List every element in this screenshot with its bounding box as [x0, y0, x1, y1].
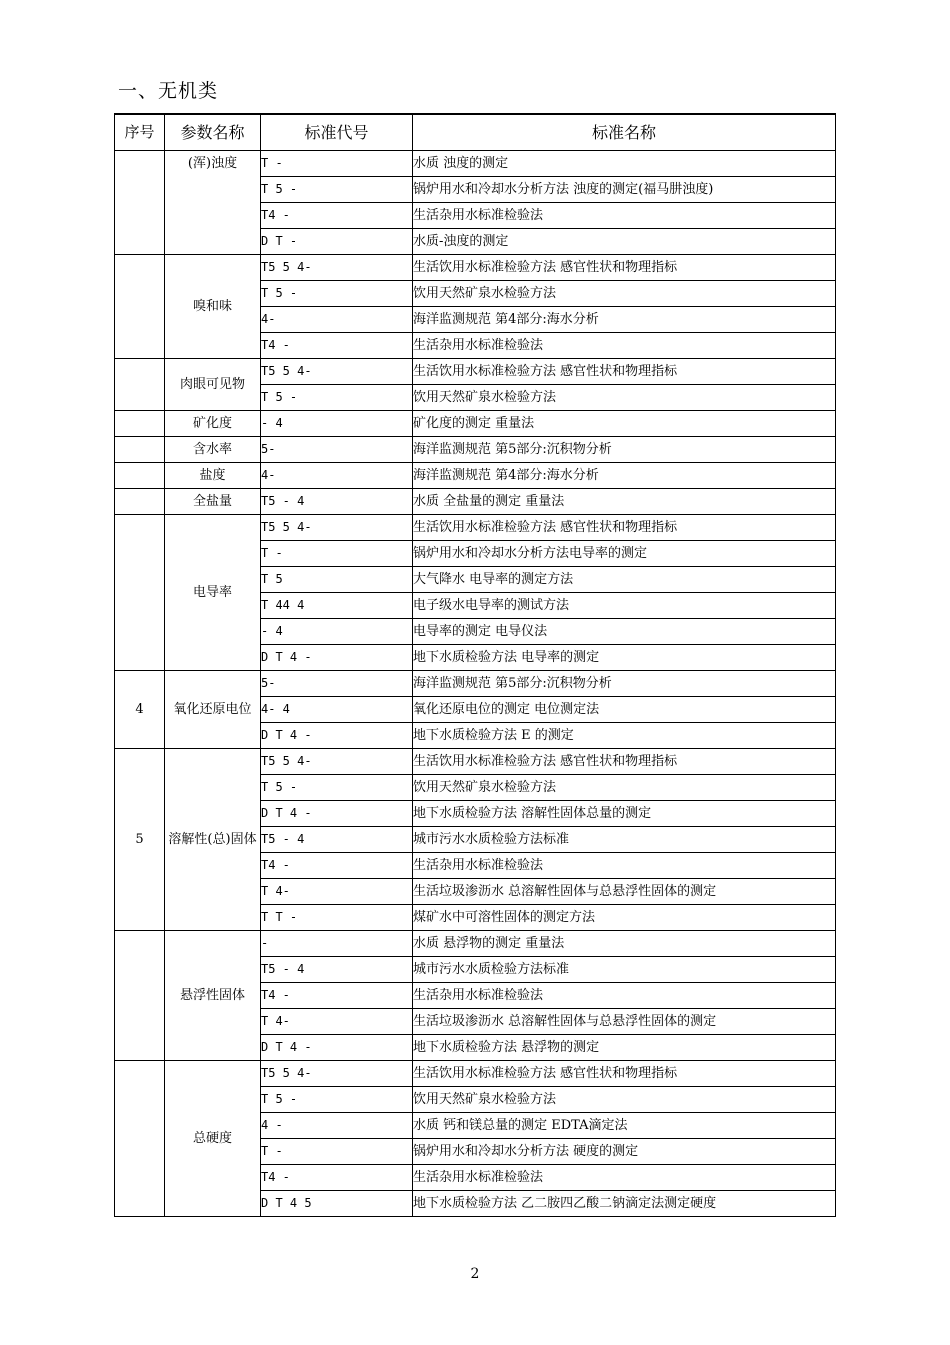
standard-code-cell: T4 -	[261, 983, 413, 1009]
table-row	[115, 671, 836, 697]
standard-code-cell: - 4	[261, 411, 413, 437]
param-name-cell: 溶解性(总)固体	[165, 749, 261, 931]
seq-cell: 5	[115, 749, 165, 931]
seq-cell	[115, 1061, 165, 1217]
table-row	[115, 151, 836, 177]
standard-code-cell: T 4-	[261, 1009, 413, 1035]
standard-code-cell: T 5 -	[261, 385, 413, 411]
param-name-cell: 含水率	[165, 437, 261, 463]
table-row	[115, 437, 836, 463]
standard-name-cell: 煤矿水中可溶性固体的测定方法	[413, 905, 836, 931]
standard-name-cell: 饮用天然矿泉水检验方法	[413, 1087, 836, 1113]
standard-name-cell: 水质-浊度的测定	[413, 229, 836, 255]
seq-cell	[115, 931, 165, 1061]
standard-name-cell: 电子级水电导率的测试方法	[413, 593, 836, 619]
standard-code-cell: T5 5 4-	[261, 359, 413, 385]
standard-name-cell: 饮用天然矿泉水检验方法	[413, 775, 836, 801]
standard-code-cell: T 5 -	[261, 775, 413, 801]
standard-code-cell: T5 - 4	[261, 489, 413, 515]
standard-name-cell: 水质 浊度的测定	[413, 151, 836, 177]
standard-code-cell: T -	[261, 151, 413, 177]
standard-code-cell: T T -	[261, 905, 413, 931]
standard-code-cell: D T 4 -	[261, 723, 413, 749]
param-name-cell: (浑)浊度	[165, 151, 261, 255]
seq-cell	[115, 359, 165, 411]
standard-code-cell: T5 5 4-	[261, 255, 413, 281]
standard-code-cell: D T -	[261, 229, 413, 255]
standard-name-cell: 城市污水水质检验方法标准	[413, 827, 836, 853]
seq-cell	[115, 463, 165, 489]
seq-cell	[115, 437, 165, 463]
standard-code-cell: -	[261, 931, 413, 957]
param-name-cell: 总硬度	[165, 1061, 261, 1217]
standard-code-cell: T 4-	[261, 879, 413, 905]
standard-name-cell: 饮用天然矿泉水检验方法	[413, 281, 836, 307]
table-row	[115, 463, 836, 489]
standard-name-cell: 城市污水水质检验方法标准	[413, 957, 836, 983]
standard-name-cell: 水质 悬浮物的测定 重量法	[413, 931, 836, 957]
standard-name-cell: 生活杂用水标准检验法	[413, 983, 836, 1009]
standard-code-cell: T 5 -	[261, 177, 413, 203]
standard-code-cell: 5-	[261, 437, 413, 463]
col-header-seq: 序号	[115, 114, 165, 151]
table-header-row	[115, 114, 836, 151]
standard-code-cell: T 5	[261, 567, 413, 593]
standard-code-cell: T5 - 4	[261, 827, 413, 853]
table-row	[115, 1061, 836, 1087]
param-name-cell: 电导率	[165, 515, 261, 671]
standard-name-cell: 生活杂用水标准检验法	[413, 853, 836, 879]
standard-name-cell: 地下水质检验方法 乙二胺四乙酸二钠滴定法测定硬度	[413, 1191, 836, 1217]
standard-code-cell: T4 -	[261, 333, 413, 359]
standard-code-cell: D T 4 5	[261, 1191, 413, 1217]
standard-code-cell: T5 5 4-	[261, 515, 413, 541]
standard-code-cell: 4-	[261, 463, 413, 489]
standard-name-cell: 大气降水 电导率的测定方法	[413, 567, 836, 593]
table-row	[115, 515, 836, 541]
standard-code-cell: 5-	[261, 671, 413, 697]
seq-cell	[115, 151, 165, 255]
standard-name-cell: 锅炉用水和冷却水分析方法电导率的测定	[413, 541, 836, 567]
param-name-cell: 悬浮性固体	[165, 931, 261, 1061]
table-row	[115, 749, 836, 775]
standard-name-cell: 地下水质检验方法 电导率的测定	[413, 645, 836, 671]
standard-code-cell: D T 4 -	[261, 801, 413, 827]
table-row	[115, 411, 836, 437]
standards-table	[114, 113, 836, 1217]
table-row	[115, 489, 836, 515]
param-name-cell: 嗅和味	[165, 255, 261, 359]
standard-code-cell: 4 -	[261, 1113, 413, 1139]
seq-cell	[115, 255, 165, 359]
standard-name-cell: 生活杂用水标准检验法	[413, 203, 836, 229]
standard-code-cell: T -	[261, 541, 413, 567]
standard-name-cell: 水质 钙和镁总量的测定 EDTA滴定法	[413, 1113, 836, 1139]
standard-name-cell: 生活饮用水标准检验方法 感官性状和物理指标	[413, 749, 836, 775]
seq-cell	[115, 515, 165, 671]
standard-name-cell: 电导率的测定 电导仪法	[413, 619, 836, 645]
standard-name-cell: 矿化度的测定 重量法	[413, 411, 836, 437]
standard-name-cell: 水质 全盐量的测定 重量法	[413, 489, 836, 515]
standard-code-cell: - 4	[261, 619, 413, 645]
standard-name-cell: 生活杂用水标准检验法	[413, 1165, 836, 1191]
seq-cell	[115, 489, 165, 515]
col-header-name: 标准名称	[413, 114, 836, 151]
standard-code-cell: T 5 -	[261, 1087, 413, 1113]
seq-cell: 4	[115, 671, 165, 749]
standard-code-cell: T -	[261, 1139, 413, 1165]
standard-code-cell: T 44 4	[261, 593, 413, 619]
standard-name-cell: 海洋监测规范 第5部分:沉积物分析	[413, 671, 836, 697]
standard-code-cell: T5 - 4	[261, 957, 413, 983]
standard-name-cell: 海洋监测规范 第5部分:沉积物分析	[413, 437, 836, 463]
standard-name-cell: 锅炉用水和冷却水分析方法 硬度的测定	[413, 1139, 836, 1165]
table-row	[115, 359, 836, 385]
standard-code-cell: T5 5 4-	[261, 749, 413, 775]
standard-code-cell: 4- 4	[261, 697, 413, 723]
standard-code-cell: 4-	[261, 307, 413, 333]
section-heading: 一、无机类	[118, 80, 219, 102]
col-header-param: 参数名称	[165, 114, 261, 151]
standard-name-cell: 地下水质检验方法 E 的测定	[413, 723, 836, 749]
standard-code-cell: T4 -	[261, 203, 413, 229]
standard-code-cell: T4 -	[261, 1165, 413, 1191]
standard-name-cell: 生活垃圾渗沥水 总溶解性固体与总悬浮性固体的测定	[413, 879, 836, 905]
param-name-cell: 肉眼可见物	[165, 359, 261, 411]
page-number: 2	[470, 1266, 480, 1282]
standard-name-cell: 地下水质检验方法 悬浮物的测定	[413, 1035, 836, 1061]
standard-code-cell: D T 4 -	[261, 645, 413, 671]
standard-name-cell: 锅炉用水和冷却水分析方法 浊度的测定(福马肼浊度)	[413, 177, 836, 203]
standard-name-cell: 生活垃圾渗沥水 总溶解性固体与总悬浮性固体的测定	[413, 1009, 836, 1035]
param-name-cell: 全盐量	[165, 489, 261, 515]
standard-name-cell: 生活饮用水标准检验方法 感官性状和物理指标	[413, 1061, 836, 1087]
param-name-cell: 矿化度	[165, 411, 261, 437]
standard-name-cell: 生活饮用水标准检验方法 感官性状和物理指标	[413, 255, 836, 281]
standard-name-cell: 饮用天然矿泉水检验方法	[413, 385, 836, 411]
standard-name-cell: 海洋监测规范 第4部分:海水分析	[413, 463, 836, 489]
col-header-code: 标准代号	[261, 114, 413, 151]
standard-code-cell: T5 5 4-	[261, 1061, 413, 1087]
table-row	[115, 255, 836, 281]
standard-code-cell: T 5 -	[261, 281, 413, 307]
standard-code-cell: D T 4 -	[261, 1035, 413, 1061]
table-row	[115, 931, 836, 957]
standard-name-cell: 生活饮用水标准检验方法 感官性状和物理指标	[413, 359, 836, 385]
param-name-cell: 盐度	[165, 463, 261, 489]
standard-name-cell: 生活饮用水标准检验方法 感官性状和物理指标	[413, 515, 836, 541]
standard-name-cell: 生活杂用水标准检验法	[413, 333, 836, 359]
param-name-cell: 氧化还原电位	[165, 671, 261, 749]
seq-cell	[115, 411, 165, 437]
standard-name-cell: 氧化还原电位的测定 电位测定法	[413, 697, 836, 723]
standard-code-cell: T4 -	[261, 853, 413, 879]
standard-name-cell: 海洋监测规范 第4部分:海水分析	[413, 307, 836, 333]
standard-name-cell: 地下水质检验方法 溶解性固体总量的测定	[413, 801, 836, 827]
